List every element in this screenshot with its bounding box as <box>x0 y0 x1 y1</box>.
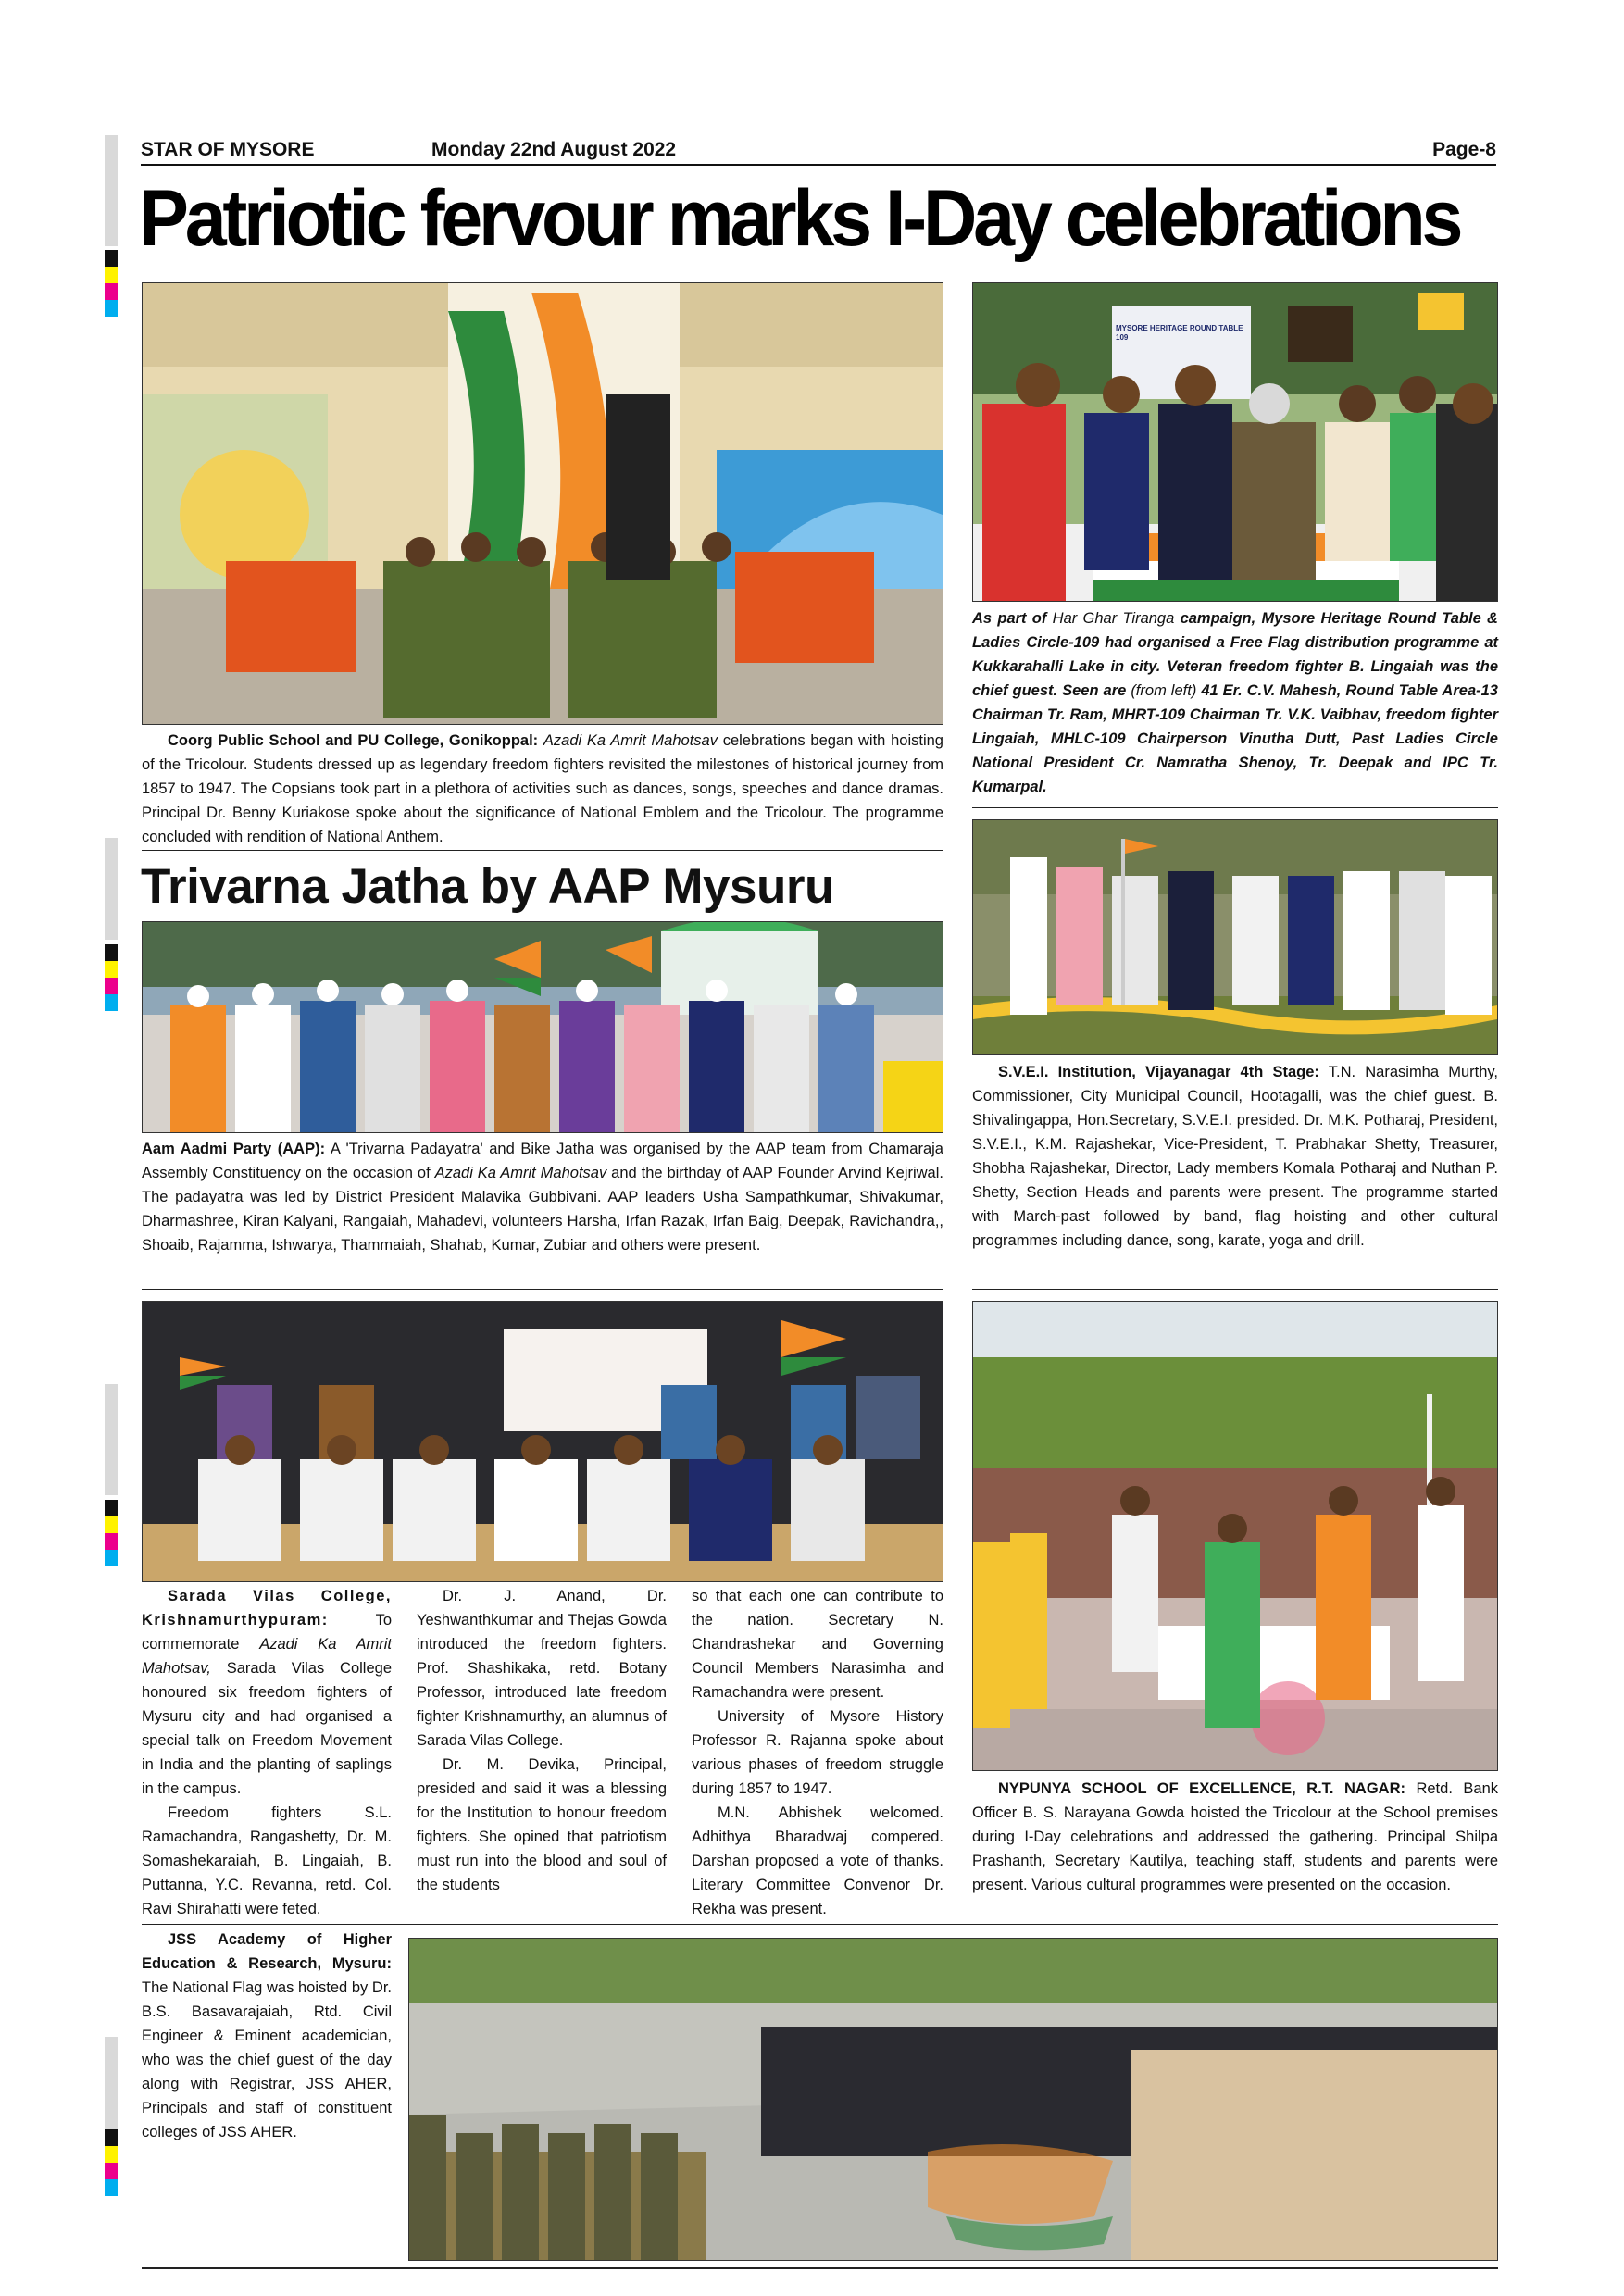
sarada-p5: so that each one can contribute to the nation. Secretary N. Chandrashekar and Governing Council Members Narasimha and Ramachandra were present. <box>692 1588 943 1701</box>
sarada-text-1: To commemorate <box>142 1612 392 1653</box>
lower-rule <box>142 1924 1498 1925</box>
sarada-text-2: Sarada Vilas College honoured six freedom fighters of Mysuru city and had organised a special talk on Freedom Movement in India and the planting of saplings in the campus. <box>142 1660 392 1797</box>
color-marks-3 <box>105 1500 118 1566</box>
sarada-col-2 <box>417 1584 667 1897</box>
jss-caption <box>142 1928 392 2144</box>
rt-italic2: (from left) <box>1131 682 1197 699</box>
aap-lead: Aam Aadmi Party (AAP): <box>142 1141 326 1157</box>
header-rule <box>141 164 1496 166</box>
nypunya-lead: NYPUNYA SCHOOL OF EXCELLENCE, R.T. NAGAR: <box>998 1780 1405 1797</box>
rt-rule <box>972 807 1498 808</box>
aap-italic: Azadi Ka Amrit Mahotsav <box>434 1165 607 1181</box>
coorg-italic: Azadi Ka Amrit Mahotsav <box>543 732 718 749</box>
rt-part2: campaign, Mysore Heritage Round Table & Ladies Circle-109 had organised a Free Flag distribution programme at Kukkarahalli Lake in city. Veteran freedom fighter B. Lingaiah was the chief guest. Seen are <box>972 610 1498 699</box>
sarada-p7: M.N. Abhishek welcomed. Adhithya Bharadwaj compered. Darshan proposed a vote of thanks. Literary Committee Convenor Dr. Rekha was present. <box>692 1804 943 1917</box>
margin-bar-3 <box>105 1384 118 1495</box>
svei-caption <box>972 1060 1498 1253</box>
rt-italic1: Har Ghar Tiranga <box>1052 610 1175 627</box>
main-headline: Patriotic fervour marks I-Day celebrations <box>139 174 1460 263</box>
aap-photo <box>142 921 943 1133</box>
rt-part3: 41 Er. C.V. Mahesh, Round Table Area-13 Chairman Tr. Ram, MHRT-109 Chairman Tr. V.K. Vaibhav, freedom fighter Lingaiah, MHLC-109 Chairperson Vinutha Dutt, Past Ladies Circle National President Cr. Namratha Shenoy, Tr. Deepak and IPC Tr. Kumarpal. <box>972 682 1498 795</box>
jss-text: The National Flag was hoisted by Dr. B.S. Basavarajaiah, Rtd. Civil Engineer & Eminent academician, who was the chief guest of the day along with Registrar, JSS AHER, Principals and staff of constituent colleges of JSS AHER. <box>142 1979 392 2140</box>
margin-bar-4 <box>105 2037 118 2129</box>
round-table-banner-text: MYSORE HERITAGE ROUND TABLE 109 <box>1116 324 1243 342</box>
coorg-text: celebrations began with hoisting of the Tricolour. Students dressed up as legendary freedom fighters revisited the milestones of historical journey from 1857 to 1947. The Copsians took part in a plethora of activities such as dances, songs, speeches and dance dramas. Principal Dr. Benny Kuriakose spoke about the significance of National Emblem and the Tricolour. The programme concluded with rendition of National Anthem. <box>142 732 943 845</box>
coorg-rule <box>142 850 943 851</box>
sarada-italic: Azadi Ka Amrit Mahotsav, <box>142 1636 392 1677</box>
jss-photo <box>408 1938 1498 2261</box>
margin-bar-2 <box>105 838 118 940</box>
nypunya-text: Retd. Bank Officer B. S. Narayana Gowda hoisted the Tricolour at the School premises during I-Day celebrations and addressed the gathering. Principal Shilpa Prashanth, Secretary Kautilya, teaching staff, students and parents were present. Various cultural programmes were presented on the occasion. <box>972 1780 1498 1893</box>
nypunya-photo <box>972 1301 1498 1771</box>
page-number: Page-8 <box>1432 139 1496 160</box>
sarada-p6: University of Mysore History Professor R. Rajanna spoke about various phases of freedom struggle during 1857 to 1947. <box>692 1708 943 1797</box>
aap-text-1: A 'Trivarna Padayatra' and Bike Jatha was organised by the AAP team from Chamaraja Assembly Constituency on the occasion of <box>142 1141 943 1181</box>
sarada-lead: Sarada Vilas College, Krishnamurthypuram: <box>142 1588 392 1628</box>
color-marks-1 <box>105 250 118 317</box>
svei-rule <box>972 1289 1498 1290</box>
sarada-p4: Dr. M. Devika, Principal, presided and said it was a blessing for the Institution to honour freedom fighters. She opined that patriotism must run into the blood and soul of the students <box>417 1756 667 1893</box>
rt-part1: As part of <box>972 610 1047 627</box>
svei-text: T.N. Narasimha Murthy, Commissioner, City Municipal Council, Hootagalli, was the chief guest. B. Shivalingappa, Hon.Secretary, S.V.E.I. presided. Dr. M.K. Potharaj, President, S.V.E.I., K.M. Rajashekar, Vice-President, T. Prabhakar Shetty, Treasurer, Shobha Rajashekar, Director, Lady members Komala Potharaj and Nuthan P. Shetty, Section Heads and parents were present. The programme started with March-past followed by band, flag hoisting and other cultural programmes including dance, song, karate, yoga and drill. <box>972 1064 1498 1249</box>
sarada-p2: Freedom fighters S.L. Ramachandra, Rangashetty, Dr. M. Somashekaraiah, B. Lingaiah, B. Puttanna, Y.C. Revanna, retd. Col. Ravi Shirahatti were feted. <box>142 1804 392 1917</box>
issue-date: Monday 22nd August 2022 <box>431 139 677 160</box>
sarada-col-3 <box>692 1584 943 1921</box>
coorg-school-photo <box>142 282 943 725</box>
svei-photo <box>972 819 1498 1055</box>
color-marks-2 <box>105 944 118 1011</box>
aap-caption <box>142 1137 943 1257</box>
color-marks-4 <box>105 2129 118 2196</box>
bottom-rule <box>142 2267 1498 2269</box>
sarada-vilas-photo <box>142 1301 943 1582</box>
aap-rule <box>142 1289 943 1290</box>
aap-headline: Trivarna Jatha by AAP Mysuru <box>141 859 834 914</box>
sarada-p3: Dr. J. Anand, Dr. Yeshwanthkumar and Thejas Gowda introduced the freedom fighters. Prof. Shashikaka, retd. Botany Professor, introduced late freedom fighter Krishnamurthy, an alumnus of Sarada Vilas College. <box>417 1588 667 1749</box>
paper-name: STAR OF MYSORE <box>141 139 315 160</box>
aap-text-2: and the birthday of AAP Founder Arvind Kejriwal. The padayatra was led by District President Malavika Gubbivani. AAP leaders Usha Sampathkumar, Shivakumar, Dharmashree, Kiran Kalyani, Rangaiah, Mahadevi, volunteers Harsha, Irfan Razak, Irfan Baig, Deepak, Ravichandra,, Shoaib, Rajamma, Ishwarya, Thammaiah, Shahab, Kumar, Zubiar and others were present. <box>142 1165 943 1254</box>
coorg-lead: Coorg Public School and PU College, Gonikoppal: <box>168 732 539 749</box>
margin-bar-top <box>105 135 118 246</box>
svei-lead: S.V.E.I. Institution, Vijayanagar 4th Stage: <box>998 1064 1319 1080</box>
round-table-caption <box>972 606 1498 799</box>
nypunya-caption <box>972 1777 1498 1897</box>
jss-lead: JSS Academy of Higher Education & Research, Mysuru: <box>142 1931 392 1972</box>
coorg-caption <box>142 729 943 849</box>
sarada-col-1 <box>142 1584 392 1921</box>
